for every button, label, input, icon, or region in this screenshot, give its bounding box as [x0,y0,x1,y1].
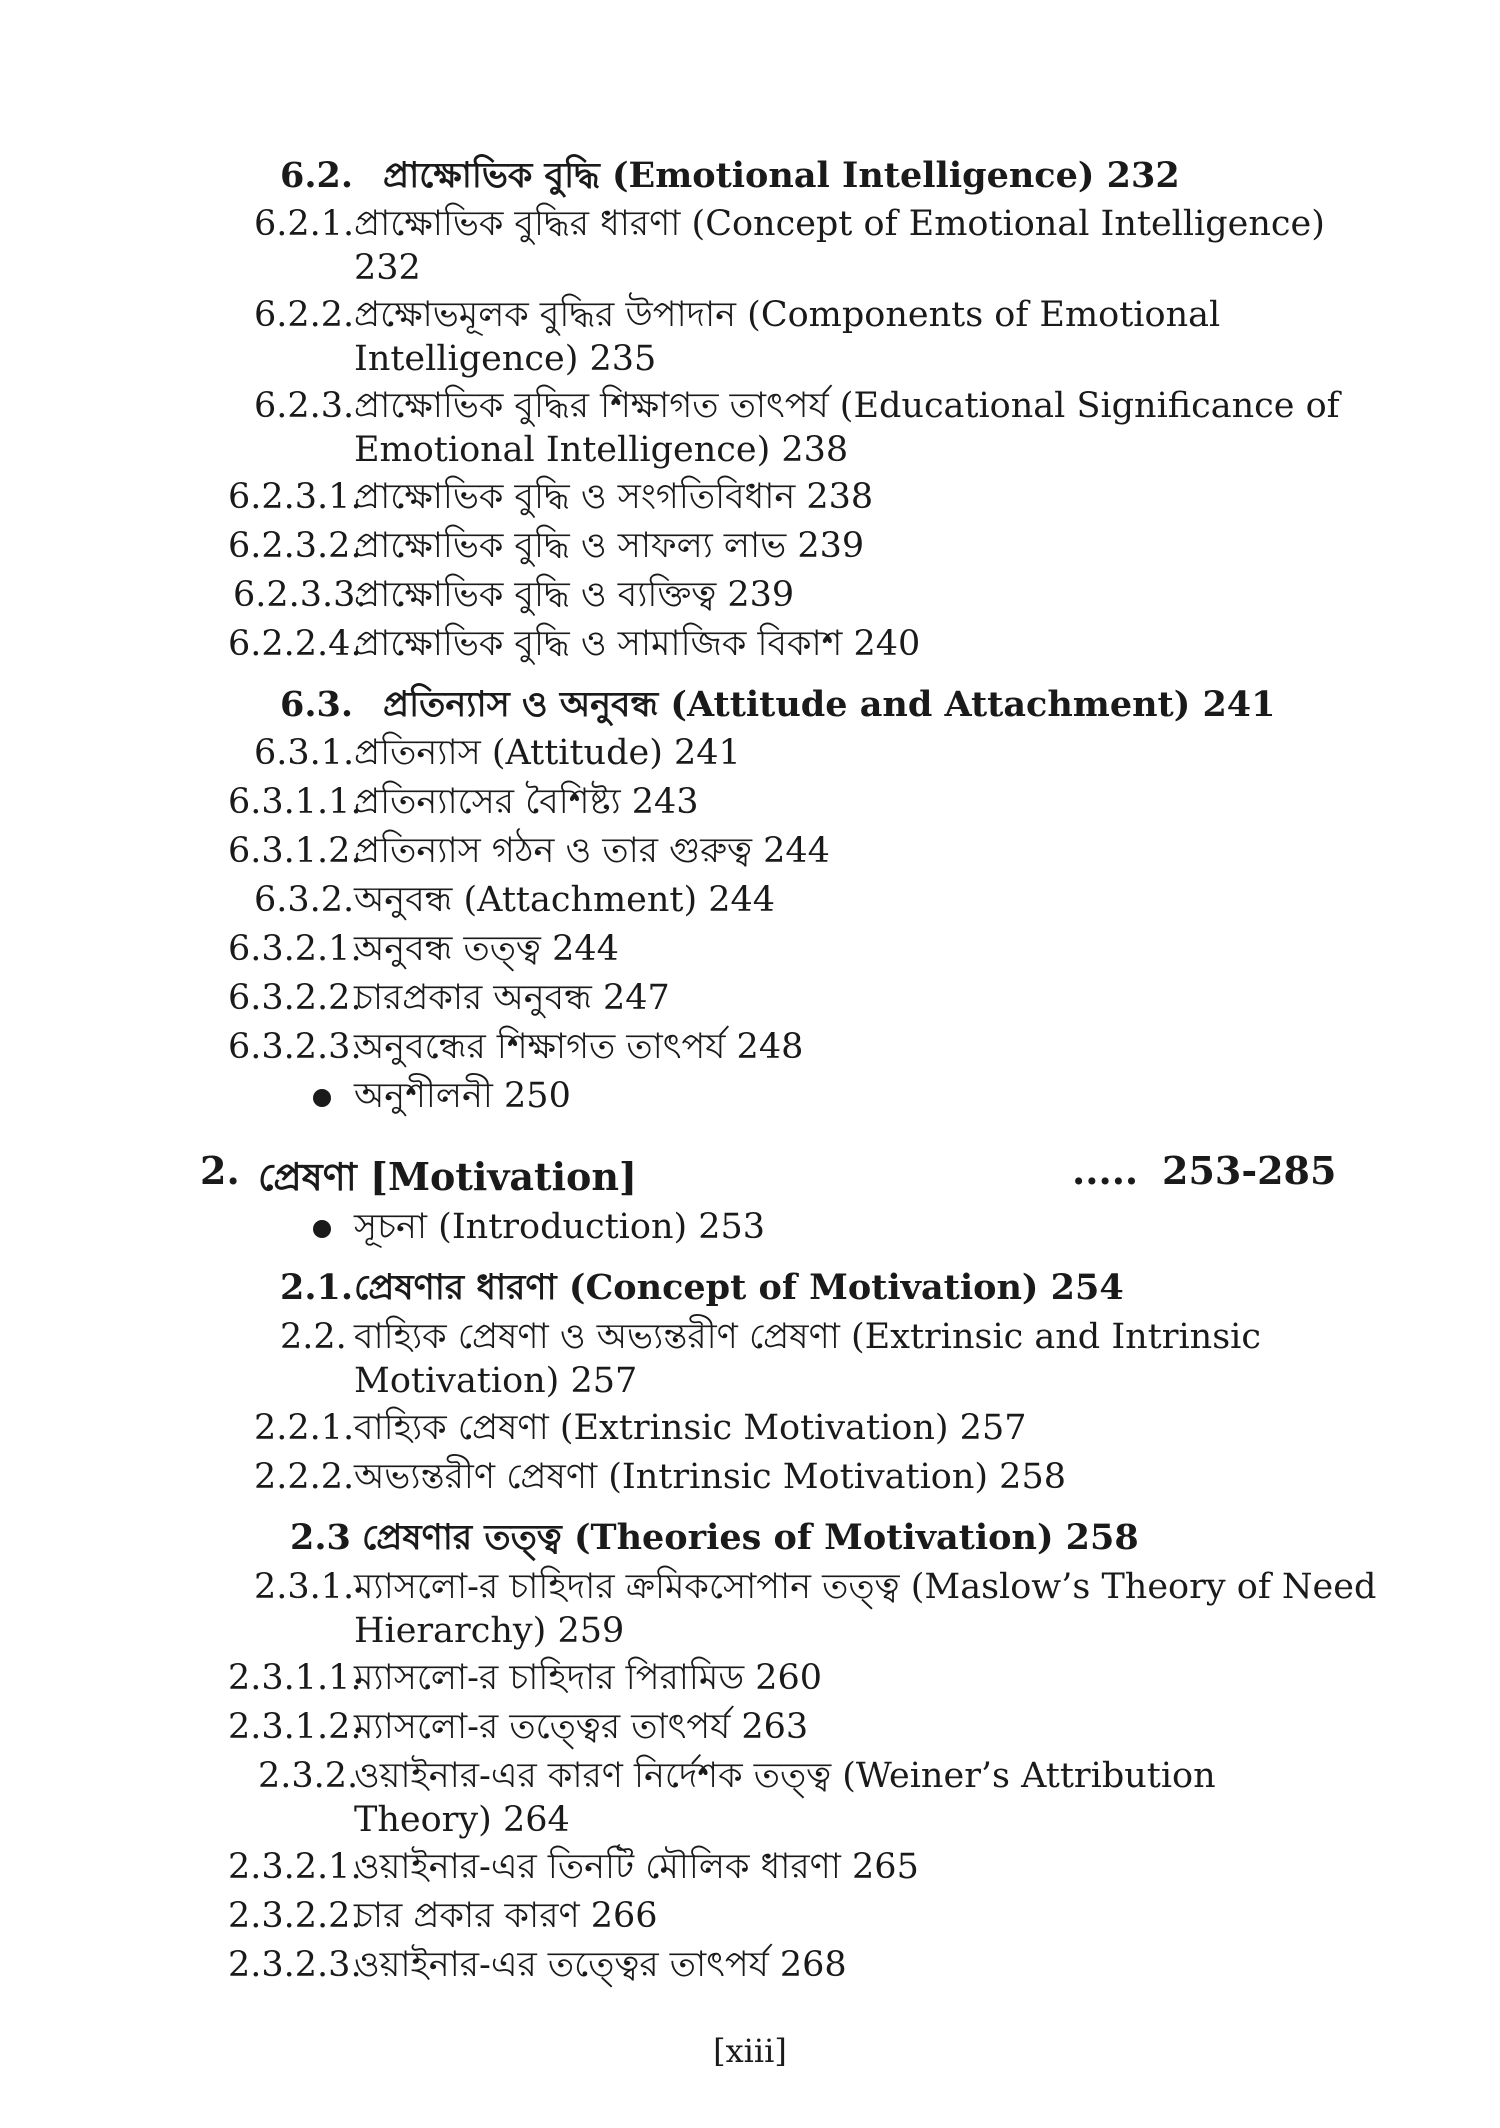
chapter-leader-dots: ..... [1072,1148,1139,1193]
toc-number: 6.3.1.2. [228,831,362,871]
toc-text: প্রতিন্যাসের বৈশিষ্ট্য 243 [354,782,699,822]
toc-number: 2.3.2.1. [228,1847,362,1887]
toc-text: ম্যাসলো-র তত্ত্বের তাৎপর্য 263 [354,1707,809,1747]
toc-number: 2.2.1. [254,1408,355,1448]
chapter-page-range: 253-285 [1162,1148,1337,1193]
toc-text: প্রতিন্যাস গঠন ও তার গুরুত্ব 244 [354,831,830,871]
toc-text: প্রেষণার তত্ত্ব (Theories of Motivation) 258 [362,1517,1139,1558]
toc-number: 6.3.2.2. [228,978,362,1018]
chapter-number: 2. [200,1148,240,1193]
toc-text: প্রতিন্যাস ও অনুবন্ধ (Attitude and Attachment) 241 [383,684,1276,725]
toc-text: অনুবন্ধ তত্ত্ব 244 [354,929,619,969]
toc-text: প্রক্ষোভমূলক বুদ্ধির উপাদান (Components of Emotional [354,295,1221,335]
toc-text: প্রাক্ষোভিক বুদ্ধির ধারণা (Concept of Emotional Intelligence) [354,204,1325,244]
bullet-icon [313,1220,331,1238]
toc-number: 2.3.2. [258,1756,359,1796]
toc-text: অভ্যন্তরীণ প্রেষণা (Intrinsic Motivation) 258 [354,1457,1066,1497]
toc-number: 2.3 [290,1517,351,1558]
toc-text: ম্যাসলো-র চাহিদার পিরামিড 260 [354,1658,823,1698]
toc-number: 6.2.3.3. [233,575,367,615]
toc-text: প্রাক্ষোভিক বুদ্ধি ও ব্যক্তিত্ব 239 [354,575,795,615]
toc-text: প্রাক্ষোভিক বুদ্ধি ও সংগতিবিধান 238 [354,477,874,517]
chapter-title: প্রেষণা [Motivation] [258,1154,637,1199]
toc-number: 6.3.2.1. [228,929,362,969]
toc-text: অনুবন্ধ (Attachment) 244 [354,880,776,920]
toc-text-continuation: Hierarchy) 259 [354,1611,625,1651]
toc-text: চারপ্রকার অনুবন্ধ 247 [354,978,670,1018]
toc-number: 2.3.1.1. [228,1658,362,1698]
toc-number: 2.3.1. [254,1567,355,1607]
toc-number: 6.2.2.4. [228,624,362,664]
toc-number: 2.2. [280,1317,347,1357]
toc-text-continuation: Intelligence) 235 [354,339,657,379]
toc-number: 2.2.2. [254,1457,355,1497]
toc-number: 6.2.1. [254,204,355,244]
toc-number: 2.3.1.2. [228,1707,362,1747]
toc-text: অনুশীলনী 250 [354,1076,571,1116]
toc-number: 2.3.2.2. [228,1896,362,1936]
toc-text: প্রাক্ষোভিক বুদ্ধি ও সাফল্য লাভ 239 [354,526,865,566]
toc-text-continuation: Theory) 264 [354,1800,570,1840]
toc-text: অনুবন্ধের শিক্ষাগত তাৎপর্য 248 [354,1027,804,1067]
toc-text-continuation: Emotional Intelligence) 238 [354,430,849,470]
toc-text: ওয়াইনার-এর কারণ নির্দেশক তত্ত্ব (Weiner’s Attribution [354,1756,1216,1796]
toc-text: প্রাক্ষোভিক বুদ্ধি ও সামাজিক বিকাশ 240 [354,624,921,664]
toc-text: ওয়াইনার-এর তিনটি মৌলিক ধারণা 265 [354,1847,919,1887]
toc-text: চার প্রকার কারণ 266 [354,1896,658,1936]
toc-text: প্রতিন্যাস (Attitude) 241 [354,733,741,773]
toc-text: ম্যাসলো-র চাহিদার ক্রমিকসোপান তত্ত্ব (Maslow’s Theory of Need [354,1567,1377,1607]
toc-text: প্রেষণার ধারণা (Concept of Motivation) 254 [354,1267,1124,1308]
toc-number: 6.3.1.1. [228,782,362,822]
toc-number: 6.2.3.1. [228,477,362,517]
toc-text-continuation: 232 [354,248,421,288]
toc-number: 6.3.2. [254,880,355,920]
toc-number: 6.3.1. [254,733,355,773]
toc-number: 6.3. [280,684,354,725]
toc-text: বাহ্যিক প্রেষণা ও অভ্যন্তরীণ প্রেষণা (Extrinsic and Intrinsic [354,1317,1261,1357]
toc-number: 6.2. [280,155,354,196]
toc-text-continuation: Motivation) 257 [354,1361,638,1401]
page-number: [xiii] [713,2032,787,2070]
toc-number: 6.2.3. [254,386,355,426]
toc-number: 2.3.2.3. [228,1945,362,1985]
toc-text: বাহ্যিক প্রেষণা (Extrinsic Motivation) 257 [354,1408,1027,1448]
bullet-icon [313,1089,331,1107]
toc-number: 6.3.2.3. [228,1027,362,1067]
toc-number: 6.2.2. [254,295,355,335]
toc-text: প্রাক্ষোভিক বুদ্ধির শিক্ষাগত তাৎপর্য (Educational Significance of [354,386,1340,426]
toc-number: 2.1. [280,1267,354,1308]
toc-text: ওয়াইনার-এর তত্ত্বের তাৎপর্য 268 [354,1945,847,1985]
toc-text: সূচনা (Introduction) 253 [354,1207,766,1247]
toc-number: 6.2.3.2. [228,526,362,566]
toc-text: প্রাক্ষোভিক বুদ্ধি (Emotional Intelligence) 232 [383,155,1180,196]
